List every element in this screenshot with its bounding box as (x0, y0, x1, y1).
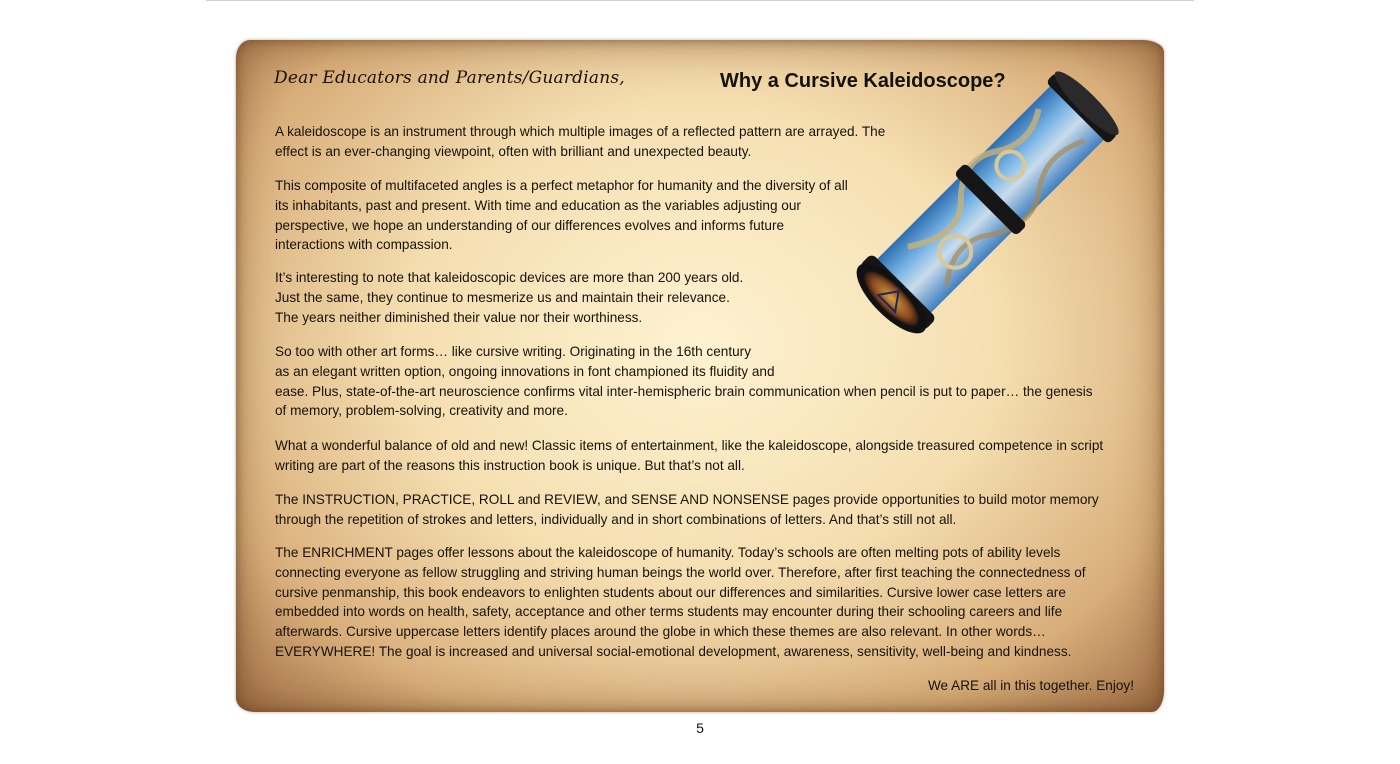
text-line: The ENRICHMENT pages offer lessons about the kaleidoscope of humanity. Today’s schools are often melting pots of ability levels (275, 545, 1061, 560)
text-line: EVERYWHERE! The goal is increased and universal social-emotional development, awareness, sensitivity, well-being and kindness. (275, 643, 1072, 659)
text-line: writing are part of the reasons this instruction book is unique. But that’s not all. (275, 457, 745, 473)
page-number: 5 (696, 720, 704, 736)
text-line: embedded into words on health, safety, acceptance and other terms students may encounter during their schooling careers and life (275, 604, 1063, 620)
paragraph-5 (275, 436, 1103, 476)
text-line: afterwards. Cursive uppercase letters identify places around the globe in which these themes are also relevant. In other words… (275, 624, 1046, 640)
paragraph-3 (275, 268, 743, 327)
text-line: through the repetition of strokes and letters, individually and in short combinations of letters. And that’s still not all. (275, 511, 957, 527)
paragraph-6 (275, 490, 1099, 530)
page-title: Why a Cursive Kaleidoscope? (720, 70, 1006, 92)
top-divider (206, 0, 1194, 1)
text-line: A kaleidoscope is an instrument through which multiple images of a reflected pattern are arrayed. The (275, 124, 886, 139)
text-line: interactions with compassion. (275, 237, 453, 253)
text-line: Just the same, they continue to mesmerize us and maintain their relevance. (275, 289, 730, 305)
greeting: Dear Educators and Parents/Guardians, (274, 68, 625, 88)
text-line: So too with other art forms… like cursive writing. Originating in the 16th century (275, 344, 751, 359)
text-line: as an elegant written option, ongoing innovations in font championed its fluidity and (275, 363, 775, 379)
text-line: effect is an ever-changing viewpoint, often with brilliant and unexpected beauty. (275, 143, 752, 159)
paragraph-4 (275, 342, 1093, 421)
paragraph-7 (275, 543, 1086, 662)
text-line: perspective, we hope an understanding of our differences evolves and informs future (275, 217, 785, 233)
closing-line: We ARE all in this together. Enjoy! (927, 678, 1134, 693)
text-line: This composite of multifaceted angles is a perfect metaphor for humanity and the diversity of all (275, 178, 848, 193)
text-line: its inhabitants, past and present. With time and education as the variables adjusting our (275, 197, 801, 213)
text-line: It’s interesting to note that kaleidoscopic devices are more than 200 years old. (275, 270, 744, 285)
text-line: cursive penmanship, this book endeavors to enlighten students about our differences and similarities. Cursive lower case letters are (275, 584, 1066, 600)
text-line: of memory, problem-solving, creativity and more. (275, 403, 568, 419)
text-line: The years neither diminished their value nor their worthiness. (275, 309, 643, 325)
paragraph-1 (275, 122, 885, 162)
text-line: ease. Plus, state-of-the-art neuroscience confirms vital inter-hemispheric brain communication when pencil is put to paper… the genesis (275, 383, 1093, 399)
text-line: The INSTRUCTION, PRACTICE, ROLL and REVIEW, and SENSE AND NONSENSE pages provide opportunities to build motor memory (275, 492, 1099, 507)
text-line: connecting everyone as fellow struggling and striving human beings the world over. Therefore, after first teaching the connectedness of (275, 564, 1086, 580)
paragraph-2 (275, 176, 848, 255)
text-line: What a wonderful balance of old and new! Classic items of entertainment, like the kaleidoscope, alongside treasured competence in script (275, 438, 1104, 453)
kaleidoscope-image (820, 55, 1130, 365)
